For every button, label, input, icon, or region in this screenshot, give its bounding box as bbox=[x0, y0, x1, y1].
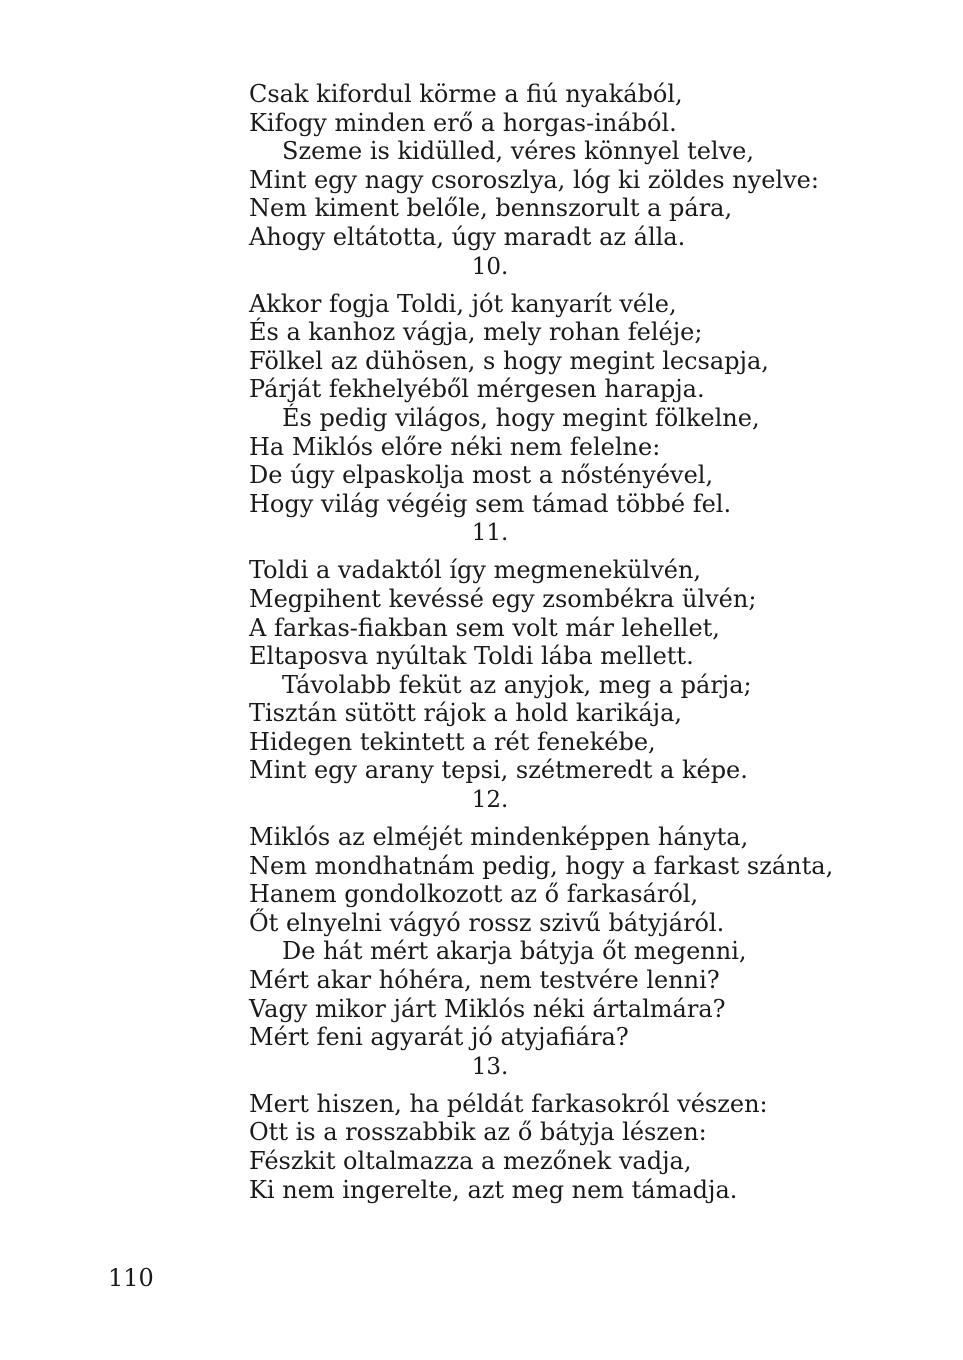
verse-line: És pedig világos, hogy megint fölkelne, bbox=[282, 403, 760, 432]
verse-line: Őt elnyelni vágyó rossz szivű bátyjáról. bbox=[249, 908, 725, 937]
verse-line: Mint egy nagy csoroszlya, lóg ki zöldes nyelve: bbox=[249, 165, 819, 194]
verse-line: Megpihent kevéssé egy zsombékra ülvén; bbox=[249, 584, 757, 613]
stanza-9-continuation bbox=[249, 80, 889, 252]
verse-line: Ki nem ingerelte, azt meg nem támadja. bbox=[249, 1175, 738, 1204]
stanza-number: 11. bbox=[471, 520, 509, 547]
verse-line: Csak kifordul körme a fiú nyakából, bbox=[249, 80, 683, 108]
verse-line: De hát mért akarja bátyja őt megenni, bbox=[282, 937, 747, 966]
stanza-number: 10. bbox=[471, 253, 509, 280]
verse-line: A farkas-fiakban sem volt már lehellet, bbox=[249, 613, 720, 642]
stanza-13 bbox=[249, 1052, 889, 1204]
stanza-number: 12. bbox=[471, 787, 509, 814]
stanza-12 bbox=[249, 785, 889, 1052]
poem-text bbox=[249, 80, 889, 1204]
verse-line: És a kanhoz vágja, mely rohan feléje; bbox=[249, 318, 703, 347]
verse-line: Mért feni agyarát jó atyjafiára? bbox=[249, 1023, 629, 1052]
verse-line: Nem kiment belőle, bennszorult a pára, bbox=[249, 194, 733, 223]
verse-line: Szeme is kidülled, véres könnyel telve, bbox=[282, 137, 754, 166]
verse-line: Akkor fogja Toldi, jót kanyarít véle, bbox=[249, 289, 677, 318]
verse-line: Hidegen tekintett a rét fenekébe, bbox=[249, 727, 656, 756]
verse-line: Ahogy eltátotta, úgy maradt az álla. bbox=[249, 222, 686, 251]
verse-line: Párját fekhelyéből mérgesen harapja. bbox=[249, 375, 705, 404]
stanza-11 bbox=[249, 518, 889, 785]
page-number: 110 bbox=[108, 1264, 154, 1292]
verse-line: De úgy elpaskolja most a nőstényével, bbox=[249, 461, 714, 490]
stanza-number: 13. bbox=[471, 1053, 509, 1080]
verse-line: Mert hiszen, ha példát farkasokról vészen: bbox=[249, 1089, 768, 1118]
verse-line: Ha Miklós előre néki nem felelne: bbox=[249, 432, 661, 461]
verse-line: Mint egy arany tepsi, szétmeredt a képe. bbox=[249, 756, 748, 785]
verse-line: Eltaposva nyúltak Toldi lába mellett. bbox=[249, 642, 694, 671]
verse-line: Kifogy minden erő a horgas-inából. bbox=[249, 108, 677, 137]
verse-line: Hanem gondolkozott az ő farkasáról, bbox=[249, 880, 699, 909]
verse-line: Miklós az elméjét mindenképpen hányta, bbox=[249, 823, 749, 852]
verse-line: Fölkel az dühösen, s hogy megint lecsapja, bbox=[249, 346, 769, 375]
verse-line: Tisztán sütött rájok a hold karikája, bbox=[249, 699, 683, 728]
verse-line: Vagy mikor járt Miklós néki ártalmára? bbox=[249, 994, 726, 1023]
verse-line: Nem mondhatnám pedig, hogy a farkast szánta, bbox=[249, 851, 834, 880]
verse-line: Fészkit oltalmazza a mezőnek vadja, bbox=[249, 1147, 692, 1175]
stanza-10 bbox=[249, 252, 889, 519]
verse-line: Távolabb feküt az anyjok, meg a párja; bbox=[282, 670, 752, 699]
verse-line: Mért akar hóhéra, nem testvére lenni? bbox=[249, 966, 720, 995]
verse-line: Ott is a rosszabbik az ő bátyja lészen: bbox=[249, 1118, 707, 1147]
verse-line: Toldi a vadaktól így megmenekülvén, bbox=[249, 556, 702, 585]
verse-line: Hogy világ végéig sem támad többé fel. bbox=[249, 489, 732, 518]
